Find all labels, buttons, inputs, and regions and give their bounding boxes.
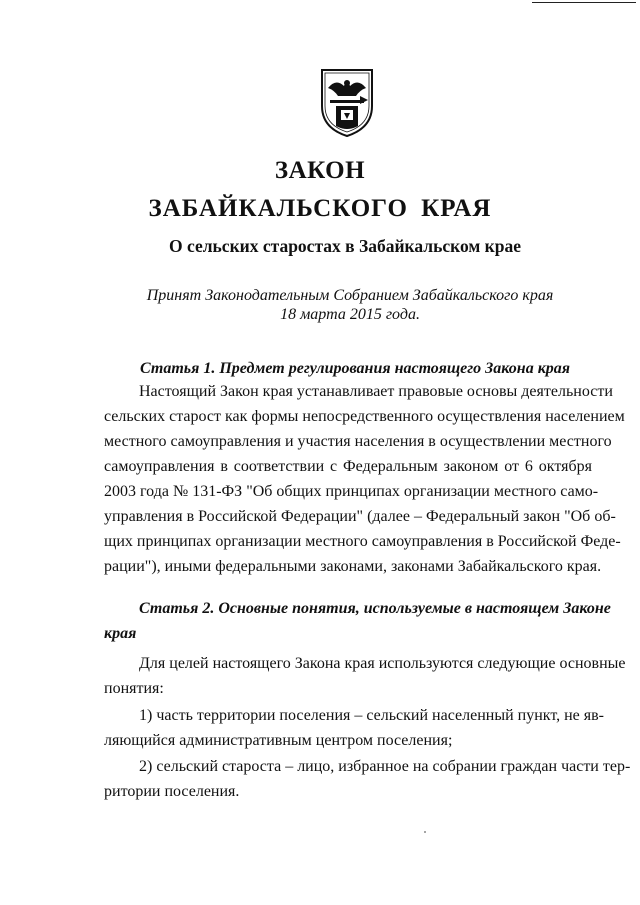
- text-line: самоуправления в соответствии с Федеральным законом от 6 октября: [104, 458, 592, 475]
- article-2-intro: [104, 651, 626, 701]
- article-2-title-line: Статья 2. Основные понятия, используемые в настоящем Законе: [139, 600, 611, 617]
- law-title: ЗАКОН: [274, 157, 366, 184]
- region-title: ЗАБАЙКАЛЬСКОГО КРАЯ: [148, 195, 492, 222]
- text-line: ритории поселения.: [104, 783, 240, 800]
- text-line: 1) часть территории поселения – сельский населенный пункт, не яв-: [139, 707, 605, 724]
- text-line: сельских старост как формы непосредственного осуществления населением: [104, 408, 625, 425]
- law-subtitle: О сельских старостах в Забайкальском крае: [169, 236, 521, 256]
- adoption-body: Принят Законодательным Собранием Забайкальского края: [146, 287, 554, 304]
- text-line: местного самоуправления и участия населения в осуществлении местного: [104, 433, 612, 450]
- article-2-item-1: [104, 703, 605, 753]
- text-line: Для целей настоящего Закона края используются следующие основные: [139, 655, 626, 672]
- adoption-date: 18 марта 2015 года.: [280, 306, 420, 323]
- text-line: понятия:: [104, 680, 164, 697]
- article-2-item-2: [104, 754, 631, 804]
- text-line: Настоящий Закон края устанавливает правовые основы деятельности: [139, 383, 613, 400]
- adoption-note: [100, 286, 600, 324]
- text-line: управления в Российской Федерации" (далее – Федеральный закон "Об об-: [104, 508, 616, 525]
- text-line: 2003 года № 131-ФЗ "Об общих принципах организации местного само-: [104, 483, 599, 500]
- article-2-title-line: края: [104, 625, 137, 642]
- coat-of-arms-icon: [316, 66, 378, 138]
- top-scan-line: [532, 2, 636, 3]
- text-line: ляющийся административным центром поселения;: [104, 732, 453, 749]
- text-line: щих принципах организации местного самоуправления в Российской Феде-: [104, 533, 621, 550]
- scan-speck: [424, 831, 426, 833]
- text-line: рации"), иными федеральными законами, законами Забайкальского края.: [104, 558, 602, 575]
- article-1-text: [104, 379, 625, 579]
- article-2-title: [104, 596, 611, 646]
- text-line: 2) сельский староста – лицо, избранное на собрании граждан части тер-: [139, 758, 631, 775]
- article-1-title: Статья 1. Предмет регулирования настоящего Закона края: [140, 360, 571, 377]
